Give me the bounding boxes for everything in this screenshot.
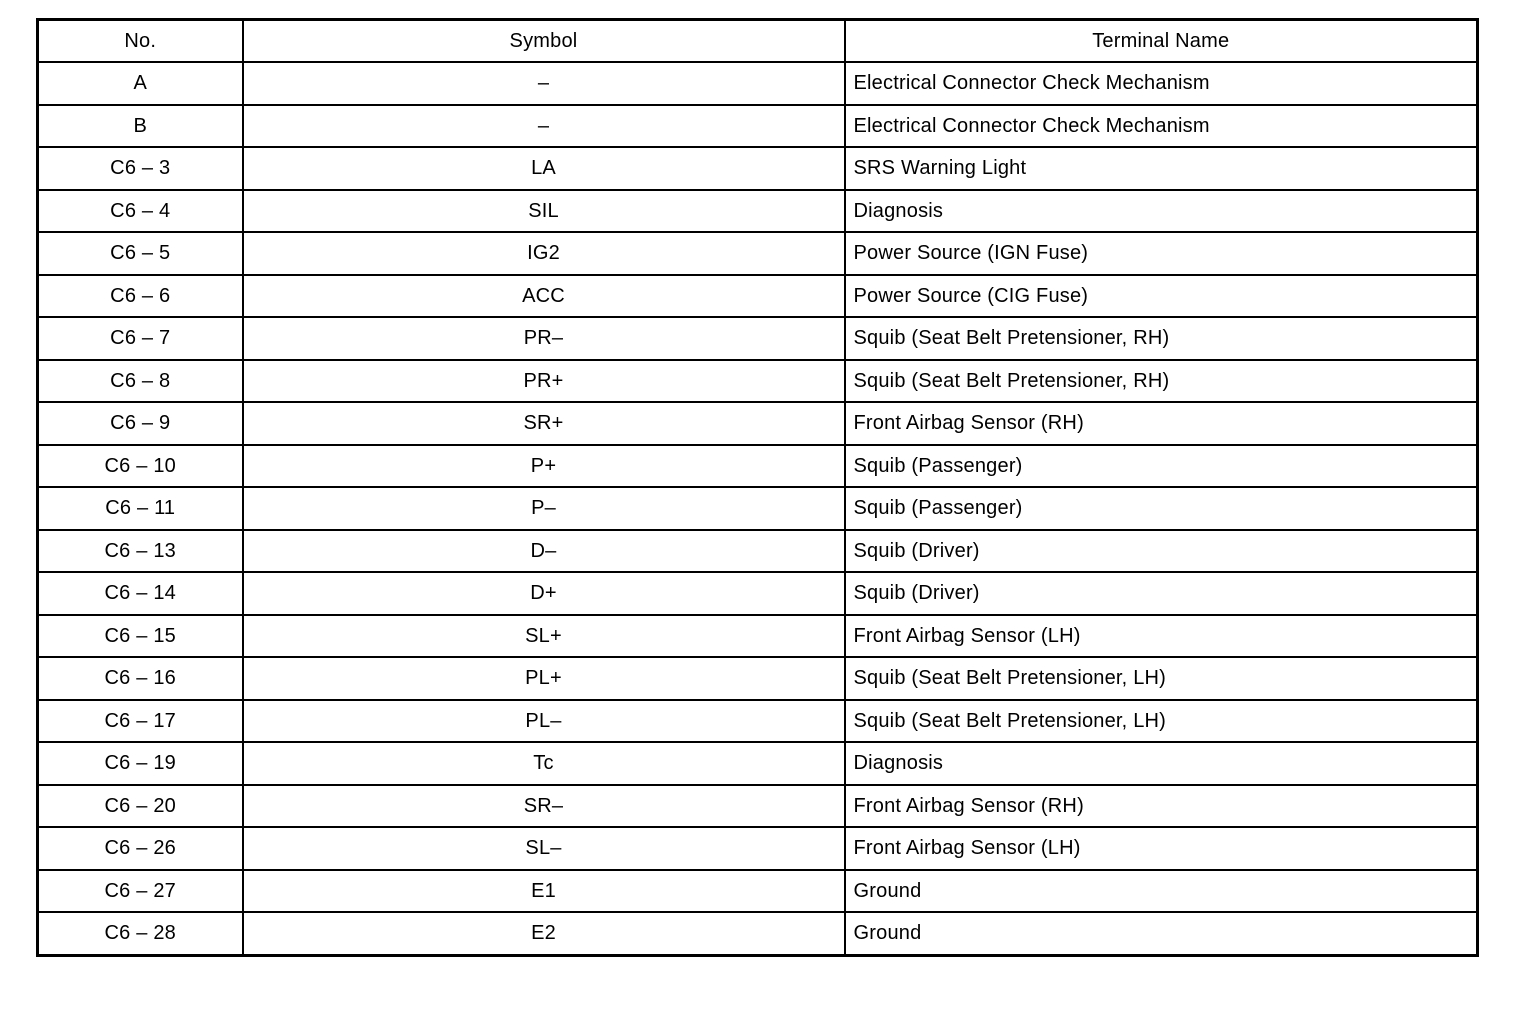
table-row	[38, 275, 1478, 318]
cell-symbol: PL+	[243, 657, 845, 700]
cell-symbol: E1	[243, 870, 845, 913]
cell-symbol: LA	[243, 147, 845, 190]
cell-terminal-name: Electrical Connector Check Mechanism	[845, 105, 1478, 148]
header-row	[38, 20, 1478, 63]
cell-terminal-name: Squib (Seat Belt Pretensioner, RH)	[845, 360, 1478, 403]
cell-no: C6 – 5	[38, 232, 243, 275]
cell-no: A	[38, 62, 243, 105]
cell-terminal-name: Front Airbag Sensor (RH)	[845, 402, 1478, 445]
cell-terminal-name: Squib (Driver)	[845, 530, 1478, 573]
cell-terminal-name: Electrical Connector Check Mechanism	[845, 62, 1478, 105]
header-symbol: Symbol	[243, 20, 845, 63]
table-row	[38, 232, 1478, 275]
cell-symbol: D–	[243, 530, 845, 573]
cell-terminal-name: Front Airbag Sensor (RH)	[845, 785, 1478, 828]
cell-terminal-name: Diagnosis	[845, 190, 1478, 233]
table-row	[38, 657, 1478, 700]
cell-no: B	[38, 105, 243, 148]
cell-no: C6 – 6	[38, 275, 243, 318]
table-row	[38, 615, 1478, 658]
cell-symbol: PR+	[243, 360, 845, 403]
table-body	[38, 62, 1478, 955]
cell-no: C6 – 13	[38, 530, 243, 573]
cell-no: C6 – 28	[38, 912, 243, 955]
table-row	[38, 912, 1478, 955]
cell-no: C6 – 4	[38, 190, 243, 233]
cell-no: C6 – 9	[38, 402, 243, 445]
cell-symbol: SR+	[243, 402, 845, 445]
cell-no: C6 – 27	[38, 870, 243, 913]
cell-no: C6 – 15	[38, 615, 243, 658]
cell-terminal-name: Front Airbag Sensor (LH)	[845, 827, 1478, 870]
table-row	[38, 190, 1478, 233]
cell-terminal-name: Ground	[845, 912, 1478, 955]
cell-no: C6 – 3	[38, 147, 243, 190]
cell-symbol: –	[243, 62, 845, 105]
cell-symbol: SL–	[243, 827, 845, 870]
cell-terminal-name: SRS Warning Light	[845, 147, 1478, 190]
cell-no: C6 – 17	[38, 700, 243, 743]
cell-symbol: SR–	[243, 785, 845, 828]
cell-no: C6 – 19	[38, 742, 243, 785]
cell-no: C6 – 8	[38, 360, 243, 403]
table-row	[38, 360, 1478, 403]
cell-terminal-name: Power Source (IGN Fuse)	[845, 232, 1478, 275]
cell-terminal-name: Front Airbag Sensor (LH)	[845, 615, 1478, 658]
cell-symbol: SL+	[243, 615, 845, 658]
cell-terminal-name: Squib (Seat Belt Pretensioner, LH)	[845, 657, 1478, 700]
table-header	[38, 20, 1478, 63]
table-row	[38, 827, 1478, 870]
cell-terminal-name: Squib (Driver)	[845, 572, 1478, 615]
table-row	[38, 487, 1478, 530]
cell-symbol: D+	[243, 572, 845, 615]
table-row	[38, 62, 1478, 105]
cell-terminal-name: Squib (Seat Belt Pretensioner, RH)	[845, 317, 1478, 360]
cell-no: C6 – 26	[38, 827, 243, 870]
cell-terminal-name: Squib (Passenger)	[845, 445, 1478, 488]
table-row	[38, 572, 1478, 615]
table-row	[38, 105, 1478, 148]
cell-symbol: PL–	[243, 700, 845, 743]
table-row	[38, 870, 1478, 913]
terminal-table-container	[36, 18, 1476, 957]
cell-terminal-name: Squib (Passenger)	[845, 487, 1478, 530]
cell-terminal-name: Diagnosis	[845, 742, 1478, 785]
table-row	[38, 530, 1478, 573]
cell-symbol: IG2	[243, 232, 845, 275]
cell-no: C6 – 14	[38, 572, 243, 615]
table-row	[38, 742, 1478, 785]
cell-symbol: PR–	[243, 317, 845, 360]
cell-terminal-name: Power Source (CIG Fuse)	[845, 275, 1478, 318]
table-row	[38, 317, 1478, 360]
cell-no: C6 – 11	[38, 487, 243, 530]
cell-symbol: SIL	[243, 190, 845, 233]
table-row	[38, 402, 1478, 445]
header-terminal-name: Terminal Name	[845, 20, 1478, 63]
cell-no: C6 – 10	[38, 445, 243, 488]
cell-symbol: P+	[243, 445, 845, 488]
table-row	[38, 700, 1478, 743]
cell-no: C6 – 16	[38, 657, 243, 700]
cell-symbol: P–	[243, 487, 845, 530]
cell-no: C6 – 7	[38, 317, 243, 360]
table-row	[38, 147, 1478, 190]
cell-no: C6 – 20	[38, 785, 243, 828]
cell-symbol: E2	[243, 912, 845, 955]
header-no: No.	[38, 20, 243, 63]
cell-symbol: ACC	[243, 275, 845, 318]
terminal-table	[36, 18, 1479, 957]
cell-terminal-name: Squib (Seat Belt Pretensioner, LH)	[845, 700, 1478, 743]
cell-symbol: Tc	[243, 742, 845, 785]
cell-symbol: –	[243, 105, 845, 148]
table-row	[38, 785, 1478, 828]
cell-terminal-name: Ground	[845, 870, 1478, 913]
table-row	[38, 445, 1478, 488]
